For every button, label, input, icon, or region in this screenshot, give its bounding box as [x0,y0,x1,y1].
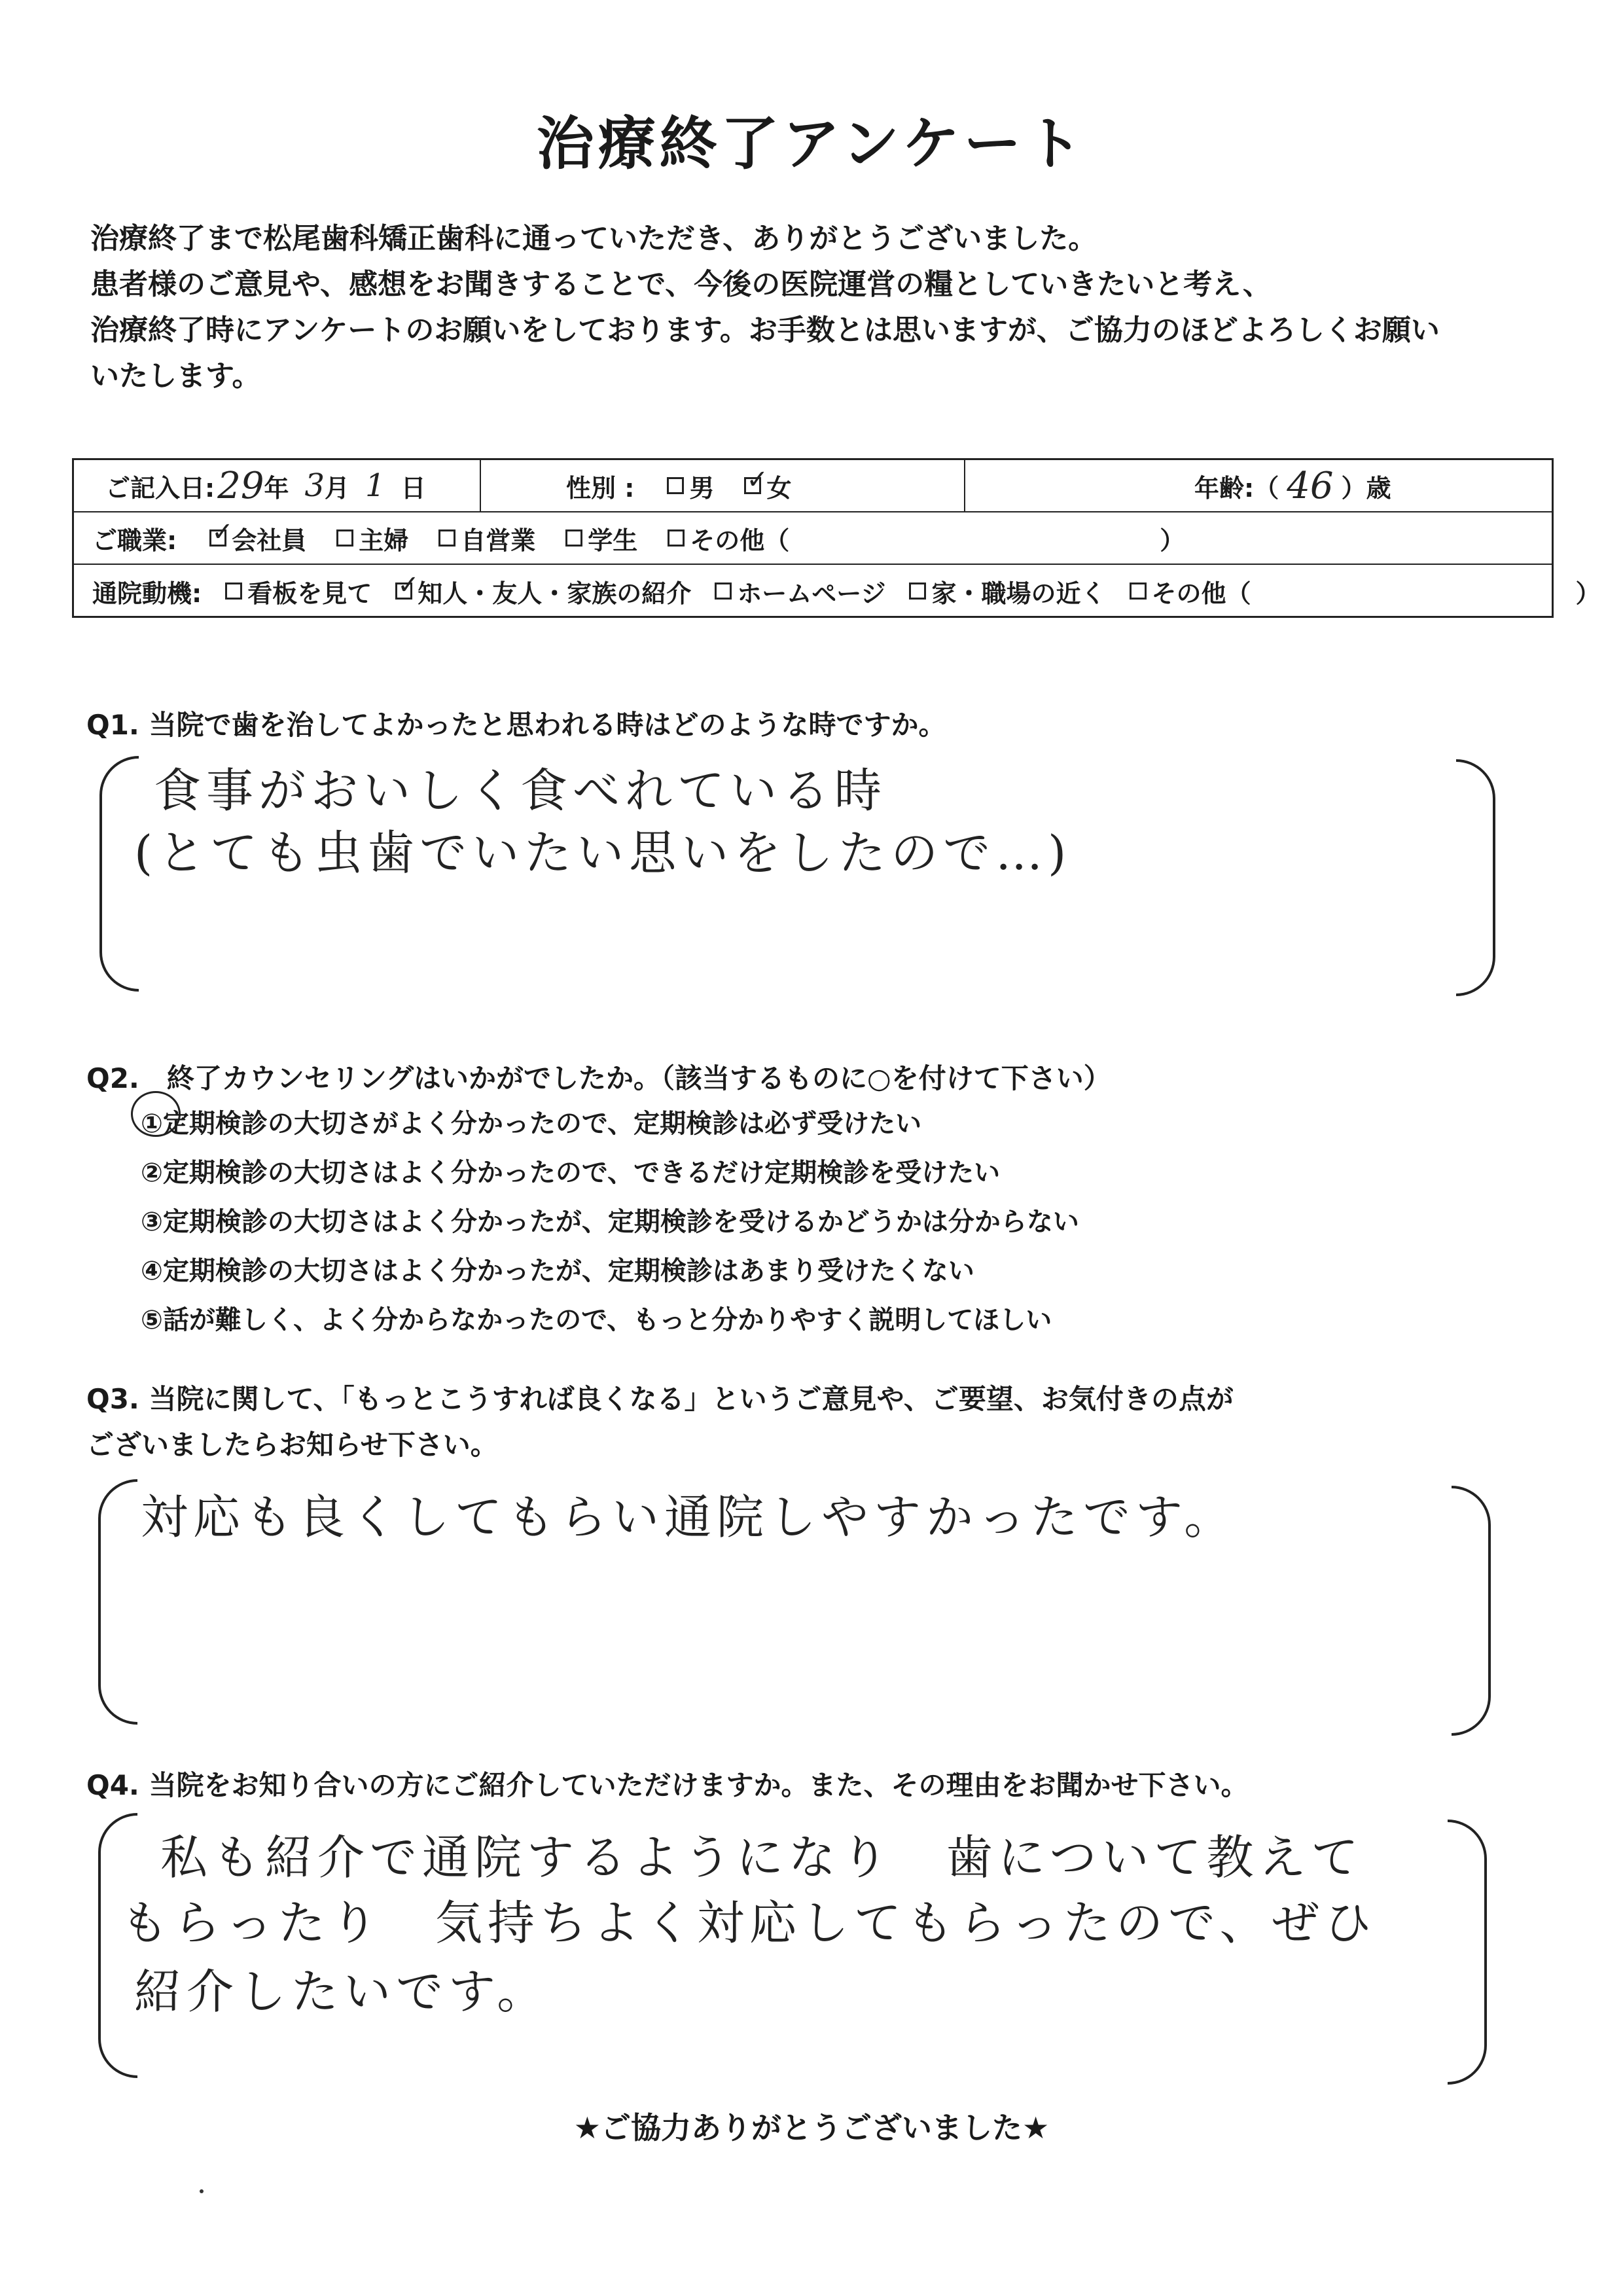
occupation-option-label: 主婦 [359,526,409,555]
occupation-option-label: 会社員 [232,526,307,555]
checkbox-near-home-work[interactable] [909,583,926,600]
intro-text [90,216,1440,399]
gender-option-male[interactable] [667,468,714,504]
q4-answer-line[interactable]: もらったり 気持ちよく対応してもらったので、ぜひ [121,1895,1377,1950]
intro-line: いたします。 [90,359,261,393]
q1-question: Q1. 当院で歯を治してよかったと思われる時はどのような時ですか。 [86,709,946,741]
form-title: 治療終了アンケート [536,110,1087,177]
q3-question-line: ございましたらお知らせ下さい。 [86,1429,498,1461]
date-day-unit: 日 [401,473,426,503]
age-label: 年齢:（ [1194,473,1279,503]
q2-option[interactable]: ②定期検診の大切さはよく分かったので、できるだけ定期検診を受けたい [141,1158,1001,1188]
q2-option[interactable]: ⑤話が難しく、よく分からなかったので、もっと分かりやすく説明してほしい [141,1305,1052,1335]
occupation-cell [74,512,1552,564]
age-cell [964,460,1556,511]
q4-question: Q4. 当院をお知り合いの方にご紹介していただけますか。また、その理由をお聞かせ下さい。 [86,1769,1249,1801]
motive-option-label: 家・職場の近く [931,579,1106,608]
age-value[interactable]: 46 [1287,464,1334,507]
gender-option-female[interactable] [744,468,791,504]
q2-question: Q2. 終了カウンセリングはいかがでしたか。（該当するものに○を付けて下さい） [86,1062,1111,1094]
patient-info-table [72,458,1601,618]
checkbox-housewife[interactable] [336,529,353,547]
motive-option[interactable] [715,573,885,609]
q4-answer-line[interactable]: 紹介したいです。 [134,1964,550,2019]
gender-cell [480,460,964,511]
info-row-motive [74,565,1601,617]
q3-answer-line[interactable]: 対応も良くしてもらい通院しやすかったです。 [141,1490,1237,1545]
q1-answer-bracket-right [1456,759,1495,996]
date-year-value[interactable]: 29 [217,464,264,507]
thank-you-footer: ★ご協力ありがとうございました★ [573,2110,1050,2145]
info-row-occupation [74,512,1552,565]
q2-option[interactable]: ③定期検診の大切さはよく分かったが、定期検診を受けるかどうかは分からない [141,1207,1079,1237]
occupation-option-label: その他（ [690,526,790,555]
gender-label: 性別 : [566,473,635,503]
gender-male-label: 男 [689,473,715,503]
gender-female-label: 女 [766,473,792,503]
checkbox-self-employed[interactable] [438,529,455,547]
q4-answer-line[interactable]: 私も紹介で通院するようになり 歯について教えて [160,1830,1364,1885]
motive-option-label: ホームページ [737,579,886,608]
motive-option[interactable] [395,573,691,609]
motive-option-label: その他（ [1151,579,1251,608]
checkbox-male[interactable] [667,477,684,494]
motive-option[interactable] [225,573,372,609]
date-cell [74,460,480,511]
motive-option-label: 知人・友人・家族の紹介 [418,579,692,608]
intro-line: 治療終了まで松尾歯科矯正歯科に通っていただき、ありがとうございました。 [90,222,1097,255]
q1-answer-bracket-left [99,756,139,992]
checkbox-motive-other[interactable] [1130,583,1147,600]
date-month-unit: 月 [325,473,350,503]
checkbox-company-employee[interactable] [209,529,226,547]
date-day-value[interactable]: 1 [365,467,385,504]
checkbox-homepage[interactable] [715,583,732,600]
checkbox-signboard[interactable] [225,583,242,600]
motive-option[interactable] [1130,573,1251,609]
motive-option-label: 看板を見て [247,579,372,608]
motive-option[interactable] [909,573,1105,609]
motive-label: 通院動機: [92,579,202,608]
q3-answer-bracket-left [98,1479,137,1725]
intro-line: 患者様のご意見や、感想をお聞きすることで、今後の医院運営の糧としていきたいと考え、 [90,268,1272,301]
q2-option[interactable]: ④定期検診の大切さはよく分かったが、定期検診はあまり受けたくない [141,1256,974,1286]
occupation-label: ご職業: [92,526,177,555]
q2-option[interactable]: ①定期検診の大切さがよく分かったので、定期検診は必ず受けたい [141,1109,922,1139]
q3-answer-bracket-right [1452,1486,1491,1736]
q3-question-line: Q3. 当院に関して、「もっとこうすれば良くなる」というご意見や、ご要望、お気付きの点が [86,1383,1234,1415]
occupation-option[interactable] [336,520,408,556]
occupation-option[interactable] [565,520,637,556]
q1-answer-line[interactable]: (とても虫歯でいたい思いをしたので…) [134,825,1072,880]
age-unit: ）歳 [1341,473,1391,503]
occupation-other-close: ） [1160,526,1185,555]
date-label: ご記入日: [105,473,215,503]
checkbox-female[interactable] [744,477,761,494]
occupation-option[interactable] [209,520,306,556]
date-year-unit: 年 [264,473,289,503]
motive-other-close: ） [1575,579,1601,608]
stray-mark [200,2189,204,2193]
checkbox-referral[interactable] [395,583,412,600]
q4-answer-bracket-right [1448,1820,1487,2085]
checkbox-occupation-other[interactable] [668,529,685,547]
info-row-date-gender-age [74,460,1552,512]
occupation-option-label: 自営業 [461,526,536,555]
motive-cell [74,565,1601,617]
q1-answer-line[interactable]: 食事がおいしく食べれている時 [154,763,887,818]
occupation-option-label: 学生 [588,526,638,555]
occupation-option[interactable] [438,520,535,556]
occupation-option[interactable] [668,520,789,556]
intro-line: 治療終了時にアンケートのお願いをしております。お手数とは思いますが、ご協力のほどよろしくお願い [90,314,1440,347]
checkbox-student[interactable] [565,529,582,547]
date-month-value[interactable]: 3 [304,467,325,504]
